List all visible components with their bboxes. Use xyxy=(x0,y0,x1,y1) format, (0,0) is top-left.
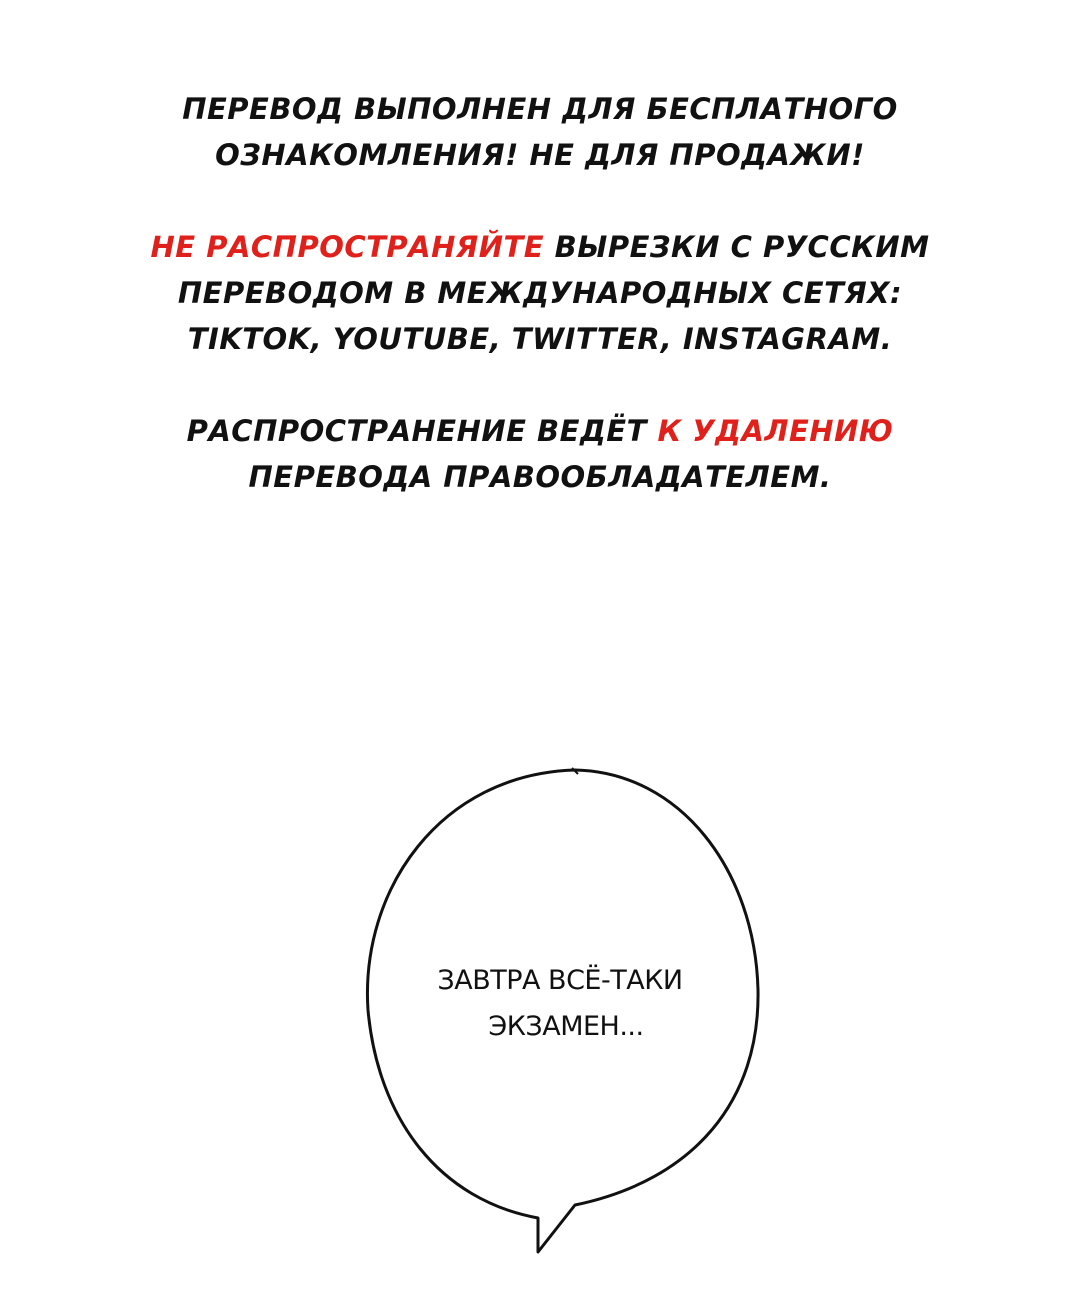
notice-line: TIKTOK, YOUTUBE, TWITTER, INSTAGRAM. xyxy=(187,322,893,356)
speech-bubble xyxy=(350,760,770,1280)
notice-warning-red: НЕ РАСПРОСТРАНЯЙТЕ xyxy=(150,230,545,264)
bubble-line: ЗАВТРА ВСЁ-ТАКИ xyxy=(437,965,683,996)
notice-line: ПЕРЕВОД ВЫПОЛНЕН ДЛЯ БЕСПЛАТНОГО xyxy=(182,92,898,126)
notice-line: ВЫРЕЗКИ С РУССКИМ xyxy=(544,230,930,264)
notice-line: ОЗНАКОМЛЕНИЯ! НЕ ДЛЯ ПРОДАЖИ! xyxy=(215,138,865,172)
bubble-line: ЭКЗАМЕН... xyxy=(488,1011,644,1042)
translation-notice xyxy=(0,86,1080,546)
notice-paragraph-distribution xyxy=(0,224,1080,362)
notice-line: ПЕРЕВОДА ПРАВООБЛАДАТЕЛЕМ. xyxy=(248,460,832,494)
notice-paragraph-free xyxy=(0,86,1080,178)
notice-paragraph-removal xyxy=(0,408,1080,500)
notice-line: ПЕРЕВОДОМ В МЕЖДУНАРОДНЫХ СЕТЯХ: xyxy=(177,276,903,310)
speech-bubble-text xyxy=(350,958,770,1050)
notice-line: РАСПРОСТРАНЕНИЕ ВЕДЁТ xyxy=(186,414,658,448)
notice-removal-red: К УДАЛЕНИЮ xyxy=(657,414,894,448)
